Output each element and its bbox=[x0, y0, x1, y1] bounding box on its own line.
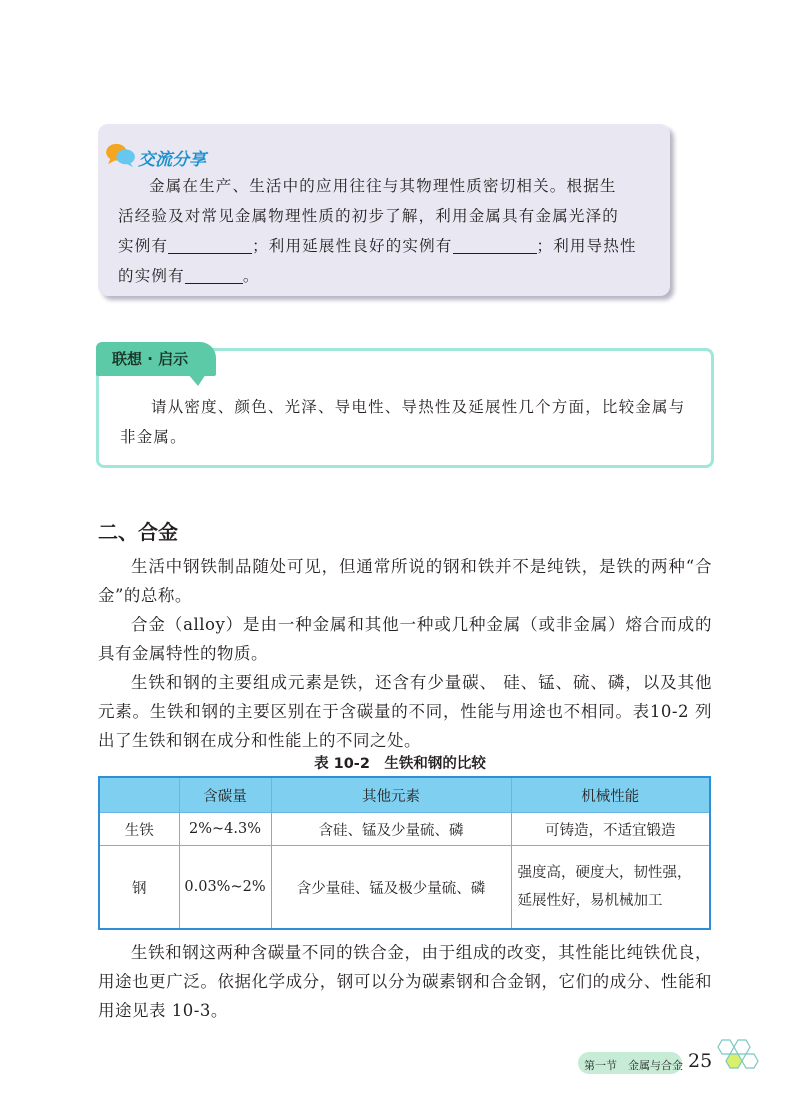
table-header-row bbox=[99, 777, 710, 813]
table-header-cell bbox=[99, 777, 179, 813]
exchange-share-title: 交流分享 bbox=[138, 150, 206, 170]
paragraph-1: 生活中钢铁制品随处可见，但通常所说的钢和铁并不是纯铁，是铁的两种“合金”的总称。 bbox=[98, 557, 712, 605]
section-body-2 bbox=[98, 938, 712, 1025]
comparison-table bbox=[98, 776, 711, 930]
association-paragraph: 请从密度、颜色、光泽、导电性、导热性及延展性几个方面，比较金属与非金属。 bbox=[120, 398, 686, 446]
fill-blank-luster[interactable] bbox=[168, 238, 252, 255]
table-cell: 含少量硅、锰及极少量硫、磷 bbox=[271, 846, 511, 930]
share-line-3c: ；利用导热性 bbox=[536, 237, 637, 255]
table-cell: 0.03%~2% bbox=[179, 846, 271, 930]
page-number: 25 bbox=[688, 1050, 713, 1072]
share-line-3 bbox=[118, 231, 658, 261]
tab-pointer-icon bbox=[188, 374, 206, 386]
table-row bbox=[99, 813, 710, 846]
table-cell: 生铁 bbox=[99, 813, 179, 846]
table-row bbox=[99, 846, 710, 930]
paragraph-4: 生铁和钢这两种含碳量不同的铁合金，由于组成的改变，其性能比纯铁优良，用途也更广泛。依据化学成分，钢可以分为碳素钢和合金钢，它们的成分、性能和用途见表 10-3。 bbox=[98, 943, 712, 1020]
section-body bbox=[98, 552, 712, 755]
table-caption: 表 10-2 生铁和钢的比较 bbox=[314, 756, 486, 772]
table-header-cell: 含碳量 bbox=[179, 777, 271, 813]
exchange-share-box bbox=[98, 124, 670, 296]
share-line-3a: 实例有 bbox=[118, 237, 169, 255]
table-cell: 含硅、锰及少量硫、磷 bbox=[271, 813, 511, 846]
share-line-4a: 的实例有 bbox=[118, 267, 185, 285]
table-header-cell: 其他元素 bbox=[271, 777, 511, 813]
section-title: 二、合金 bbox=[98, 520, 178, 544]
hexagon-decoration-icon bbox=[712, 1038, 760, 1078]
chat-bubbles-icon bbox=[104, 142, 138, 168]
table-cell: 可铸造，不适宜锻造 bbox=[511, 813, 710, 846]
share-line-4 bbox=[118, 261, 658, 291]
association-text bbox=[120, 392, 694, 452]
fill-blank-heat[interactable] bbox=[185, 268, 243, 285]
share-line-1: 金属在生产、生活中的应用往往与其物理性质密切相关。根据生 bbox=[149, 177, 617, 195]
fill-blank-ductility[interactable] bbox=[453, 238, 537, 255]
table-header-cell: 机械性能 bbox=[511, 777, 710, 813]
table-cell: 强度高，硬度大，韧性强，延展性好，易机械加工 bbox=[511, 846, 710, 930]
paragraph-3: 生铁和钢的主要组成元素是铁，还含有少量碳、 硅、锰、硫、磷，以及其他元素。生铁和钢的主要区别在于含碳量的不同，性能与用途也不相同。表10-2 列出了生铁和钢在成分和性能上的不同之处。 bbox=[98, 673, 712, 750]
share-line-3b: ；利用延展性良好的实例有 bbox=[252, 237, 453, 255]
association-title: 联想 · 启示 bbox=[112, 350, 189, 368]
share-line-2: 活经验及对常见金属物理性质的初步了解，利用金属具有金属光泽的 bbox=[118, 207, 620, 225]
exchange-share-text bbox=[118, 171, 658, 291]
paragraph-2: 合金（alloy）是由一种金属和其他一种或几种金属（或非金属）熔合而成的具有金属特性的物质。 bbox=[98, 615, 712, 663]
footer-section-label: 第一节 金属与合金 bbox=[584, 1059, 683, 1072]
table-cell: 2%~4.3% bbox=[179, 813, 271, 846]
share-line-4b: 。 bbox=[242, 267, 260, 285]
table-cell: 钢 bbox=[99, 846, 179, 930]
